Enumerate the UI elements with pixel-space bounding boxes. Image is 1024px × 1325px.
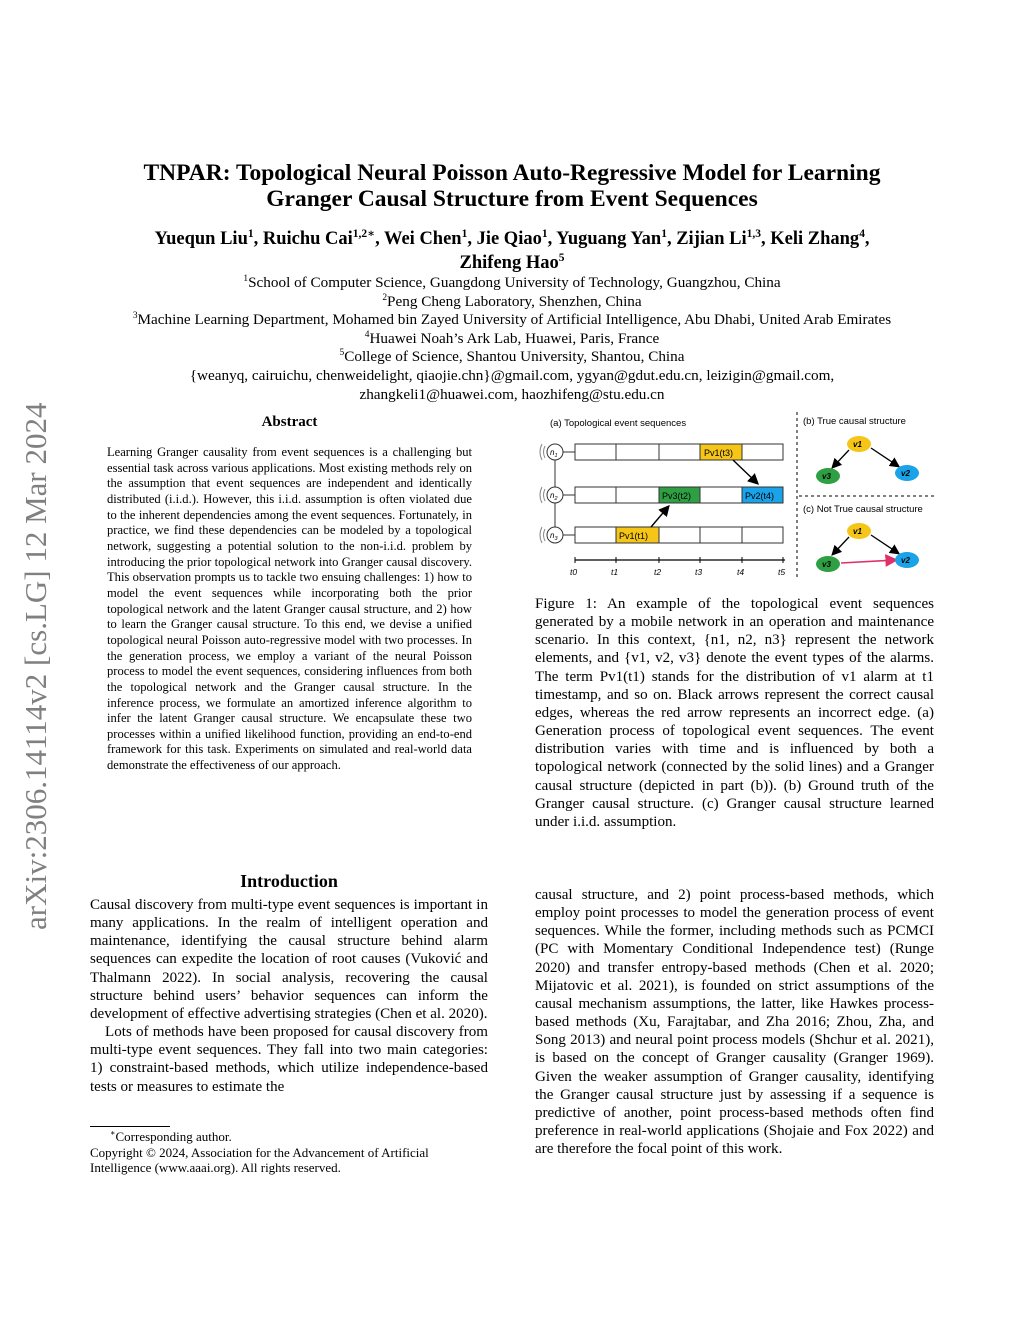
- time-tick-labels: [570, 567, 785, 577]
- time-axis: [575, 557, 785, 563]
- figure-1-caption: Figure 1: An example of the topological event sequences generated by a mobile network in an operation and maintenance scenario. In this context, {n1, n2, n3} represent the network elements, and {v1, v2, v3} denote the event types of the alarms. The term Pv1(t1) stands for the distribution of v1 alarm at t1 timestamp, and so on. Black arrows represent the correct causal edges, whereas the red arrow represents an incorrect edge. (a) Generation process of topological event sequences. The event distribution varies with time and is influenced by both a topological network (connected by the solid lines) and a Granger causal structure (depicted in part (b)). (b) Ground truth of the Granger causal structure. (c) Granger causal structure learned under i.i.d. assumption.: [535, 596, 934, 830]
- abstract-text: Learning Granger causality from event sequences is a challenging but essential task across various applications. Most existing methods rely on the assumption that event sequences are independent and identically distributed (i.i.d.). However, this i.i.d. assumption is often violated due to the inherent dependencies among the event sequences. Fortunately, in practice, we find these dependencies can be modeled by a topological network, suggesting a potential solution to the non-i.i.d. problem by introducing the prior topological network into Granger causal discovery. This observation prompts us to tackle two ensuing challenges: 1) how to model the event sequences while incorporating both the prior topological network and the latent Granger causal structure, and 2) how to learn the Granger causal structure. To this end, we devise a unified topological neural Poisson auto-regressive model with two processes. In the generation process, we employ a variant of the neural Poisson process to model the event sequences, considering influences from both the topological network and the Granger causal structure. In the inference process, we formulate an amortized inference algorithm to infer the latent Granger causal structure. We encapsulate these two processes within a unified likelihood function, providing an end-to-end framework for this task. Experiments on simulated and real-world data demonstrate the effectiveness of our approach.: [107, 445, 472, 773]
- email-line-1: {weanyq, cairuichu, chenweidelight, qiaojie.chn}@gmail.com, ygyan@gdut.edu.cn, leizigin@gmail.com,: [189, 367, 835, 384]
- author: Jie Qiao$^1$: [476, 227, 548, 249]
- intro-paragraph-2-continued: causal structure, and 2) point process-based methods, which employ point processes to model the generation process of event sequences. While the former, including methods such as PCMCI (PC with Momentary Conditional Independence test) (Runge 2020) and transfer entropy-based methods (Chen et al. 2020; Mijatovic et al. 2021), is founded on strict assumptions of the causal mechanism assumptions, the latter, like Hawkes process-based methods (Xu, Farajtabar, and Zha 2016; Zhou, Zha, and Song 2013) and neural point process models (Shchur et al. 2021), is based on the concept of Granger causality (Granger 1969). Given the weaker assumption of Granger causality, identifying the Granger causal structure just by assessing if a sequence is predictive of another, point process-based methods often find preference in real-world applications (Shojaie and Fox 2022) and are therefore the focal point of this work.: [535, 887, 934, 1158]
- author: Wei Chen$^1$: [383, 227, 468, 249]
- author: Zhifeng Hao$^5$: [459, 251, 565, 273]
- tick-t3: t3: [695, 567, 703, 577]
- author-list: Yuequn Liu$^1$, Ruichu Cai$^{1,2∗}$, Wei Chen$^1$, Jie Qiao$^1$, Yuguang Yan$^1$, Zijian Li$^{1,3}$, Keli Zhang$^4$, Zhifeng Hao$^5$: [154, 227, 870, 273]
- network-node-n3: [540, 527, 563, 543]
- abstract-heading: Abstract: [261, 414, 318, 430]
- affiliation: $^4$Huawei Noah’s Ark Lab, Huawei, Paris, France: [364, 329, 660, 347]
- arxiv-stamp: [2, 380, 62, 940]
- author: Keli Zhang$^4$: [770, 227, 865, 249]
- incorrect-edge: [841, 560, 895, 563]
- copyright-note: Copyright © 2024, Association for the Advancement of Artificial Intelligence (www.aaai.org). All rights reserved.: [90, 1144, 429, 1176]
- introduction-heading: Introduction: [240, 871, 338, 891]
- svg-text:Pv1(t1): Pv1(t1): [619, 531, 649, 541]
- network-node-n1: [540, 444, 563, 460]
- title-line-2: Granger Causal Structure from Event Sequences: [266, 186, 758, 212]
- event-pv1-t3: [700, 444, 742, 460]
- intro-paragraph-2: Lots of methods have been proposed for causal discovery from multi-type event sequences. They fall into two main categories: 1) constraint-based methods, which utilize independence-based tests or measures to estimate the: [90, 1024, 488, 1095]
- footnote-divider: [90, 1126, 170, 1127]
- sequence-row-n1: [563, 444, 783, 460]
- svg-text:v1: v1: [853, 527, 862, 536]
- svg-text:n1: $n_1$: [550, 448, 558, 459]
- panel-a-label: (a) Topological event sequences: [550, 418, 687, 429]
- panel-c-label: (c) Not True causal structure: [803, 504, 923, 515]
- tick-t0: t0: [570, 567, 578, 577]
- svg-text:v3: v3: [822, 472, 831, 481]
- affiliation: $^5$College of Science, Shantou University, Shantou, China: [339, 348, 685, 366]
- author: Zijian Li$^{1,3}$: [676, 227, 761, 249]
- paper-title: [60, 160, 964, 212]
- tick-t5: t5: [778, 567, 786, 577]
- affiliation: $^3$Machine Learning Department, Mohamed bin Zayed University of Artificial Intelligence, Abu Dhabi, United Arab Emirates: [132, 311, 892, 329]
- svg-text:v1: v1: [853, 440, 862, 449]
- causal-arrow: [651, 507, 668, 527]
- sequence-row-n2: [563, 487, 742, 503]
- email-list: [40, 367, 984, 404]
- svg-text:v2: v2: [901, 469, 910, 478]
- event-pv1-t1: [616, 527, 659, 543]
- footnote: [90, 1129, 488, 1176]
- sequence-row-n3: [563, 527, 783, 543]
- title-line-1: TNPAR: Topological Neural Poisson Auto-Regressive Model for Learning: [143, 160, 881, 186]
- svg-text:v2: v2: [901, 556, 910, 565]
- arxiv-id: arXiv:2306.14114v2 [cs.LG] 12 Mar 2024: [18, 402, 53, 930]
- panel-b-label: (b) True causal structure: [803, 416, 906, 427]
- svg-text:v3: v3: [822, 560, 831, 569]
- introduction-left-column: [90, 896, 488, 1096]
- introduction-right-column: [535, 886, 934, 1158]
- figure-1-canvas: [533, 410, 938, 585]
- svg-text:n3: $n_3$: [550, 531, 558, 542]
- affiliation-list: [40, 274, 984, 367]
- event-pv3-t2: [659, 487, 700, 503]
- true-graph: [816, 436, 919, 484]
- author: Yuequn Liu$^1$: [154, 227, 254, 249]
- svg-text:Pv1(t3): Pv1(t3): [704, 448, 734, 458]
- svg-text:Pv2(t4): Pv2(t4): [745, 491, 775, 501]
- affiliation: $^2$Peng Cheng Laboratory, Shenzhen, China: [382, 292, 642, 310]
- event-pv2-t4: [742, 487, 783, 503]
- figure-1: [533, 410, 938, 585]
- author: Ruichu Cai$^{1,2∗}$: [262, 227, 376, 249]
- learned-graph: [816, 523, 919, 572]
- tick-t4: t4: [737, 567, 745, 577]
- svg-text:n2: $n_2$: [550, 491, 558, 502]
- tick-t2: t2: [654, 567, 662, 577]
- affiliation: $^1$School of Computer Science, Guangdong University of Technology, Guangzhou, China: [243, 273, 781, 291]
- author: Yuguang Yan$^1$: [556, 227, 667, 249]
- svg-text:Pv3(t2): Pv3(t2): [662, 491, 692, 501]
- email-line-2: zhangkeli1@huawei.com, haozhifeng@stu.edu.cn: [359, 385, 665, 403]
- causal-arrow: [733, 460, 757, 483]
- corresponding-note: ∗Corresponding author.: [110, 1128, 232, 1144]
- network-node-n2: [540, 487, 563, 503]
- intro-paragraph-1: Causal discovery from multi-type event sequences is important in many applications. In the realm of intelligent operation and maintenance, identifying the causal structure behind alarm sequences can expedite the location of root causes (Vuković and Thalmann 2022). In social analysis, recovering the causal structure behind users’ behavior sequences can inform the development of effective advertising strategies (Chen et al. 2020).: [90, 897, 488, 1022]
- tick-t1: t1: [611, 567, 619, 577]
